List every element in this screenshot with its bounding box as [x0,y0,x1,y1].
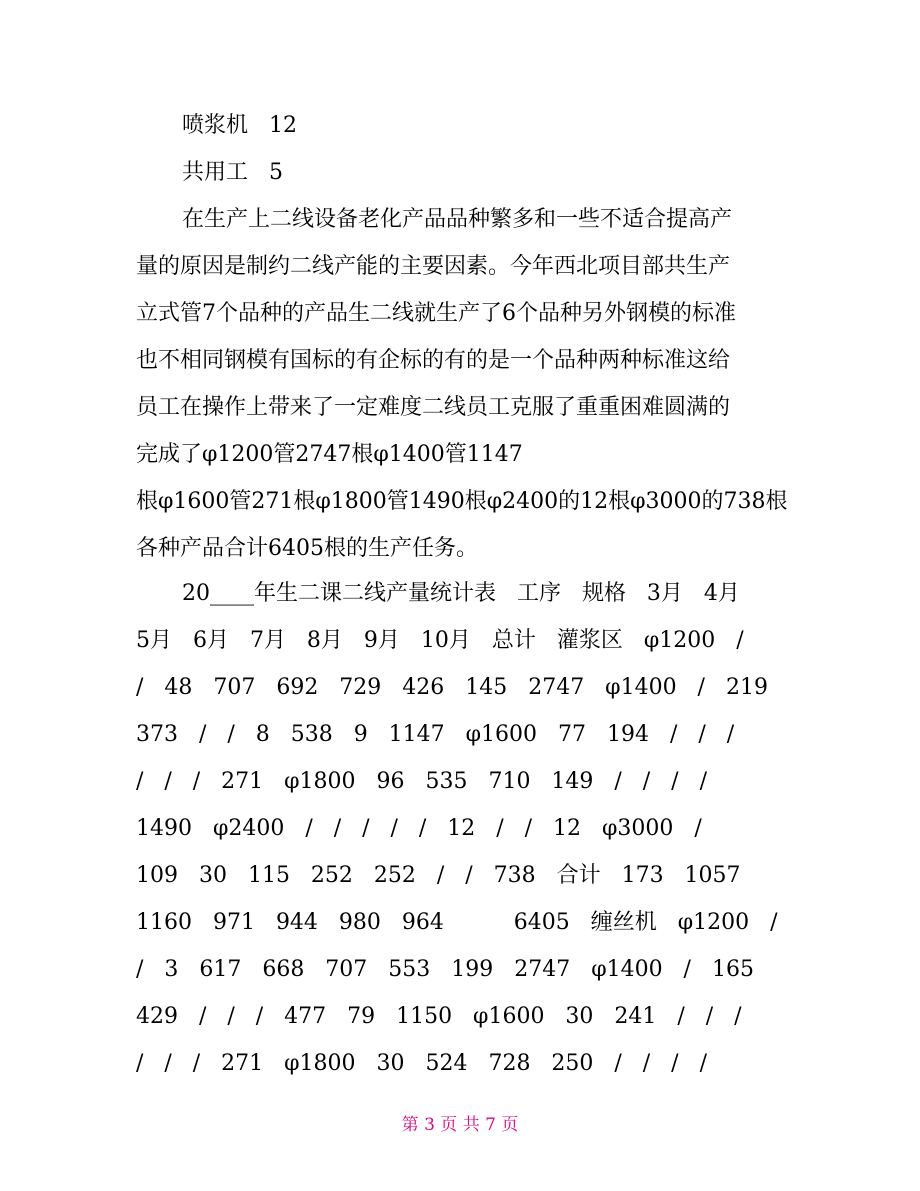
text-line: 喷浆机 12 [182,113,297,138]
table-data-line: 5月 6月 7月 8月 9月 10月 总计 灌浆区 φ1200 / [136,628,744,653]
text-line: 共用工 5 [182,160,283,185]
table-title-line: 20____年生二课二线产量统计表 工序 规格 3月 4月 [182,581,740,606]
paragraph-line: 各种产品合计6405根的生产任务。 [136,536,478,561]
page-number-footer: 第 3 页 共 7 页 [401,1115,519,1135]
table-data-line: 373 / / 8 538 9 1147 φ1600 77 194 / / / [136,722,735,747]
table-data-line: 429 / / / 477 79 1150 φ1600 30 241 / / / [136,1004,742,1029]
table-data-line: / 48 707 692 729 426 145 2747 φ1400 / 219 [136,675,768,700]
paragraph-line: 立式管7个品种的产品生二线就生产了6个品种另外钢模的标准 [136,301,736,326]
paragraph-line: 完成了φ1200管2747根φ1400管1147 [136,442,523,467]
table-data-line: 1160 971 944 980 964 6405 缠丝机 φ1200 / [136,910,778,935]
paragraph-line: 也不相同钢模有国标的有企标的有的是一个品种两种标准这给 [136,348,731,373]
paragraph-line: 员工在操作上带来了一定难度二线员工克服了重重困难圆满的 [136,395,731,420]
table-data-line: / / / 271 φ1800 96 535 710 149 / / / / [136,769,707,794]
table-data-line: / 3 617 668 707 553 199 2747 φ1400 / 165 [136,957,754,982]
table-data-line: / / / 271 φ1800 30 524 728 250 / / / / [136,1051,707,1076]
paragraph-line: 在生产上二线设备老化产品品种繁多和一些不适合提高产 [182,207,733,232]
table-data-line: 109 30 115 252 252 / / 738 合计 173 1057 [136,863,741,888]
table-data-line: 1490 φ2400 / / / / / 12 / / 12 φ3000 / [136,816,702,841]
paragraph-line: 量的原因是制约二线产能的主要因素。今年西北项目部共生产 [136,254,731,279]
paragraph-line: 根φ1600管271根φ1800管1490根φ2400的12根φ3000的738根 [136,489,788,514]
